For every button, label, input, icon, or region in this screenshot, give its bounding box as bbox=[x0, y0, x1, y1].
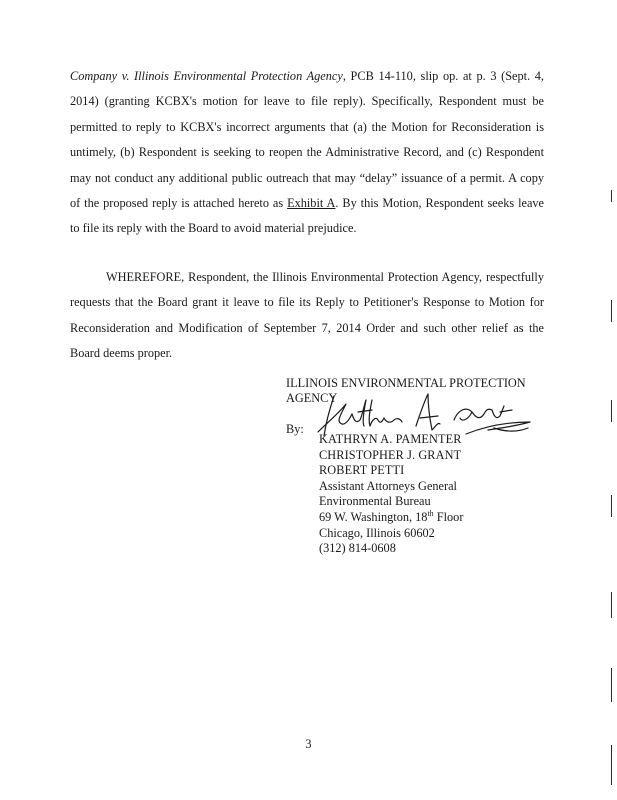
paragraph-argument-text-b: . By this Motion, Respondent seeks leave to file its reply with the Board to avoid material prejudice. bbox=[70, 196, 545, 236]
page-number: 3 bbox=[305, 737, 312, 751]
scan-margin-mark bbox=[611, 745, 612, 785]
scan-margin-mark bbox=[611, 592, 612, 618]
scan-margin-mark bbox=[611, 400, 612, 422]
address-street bbox=[319, 510, 463, 526]
scan-margin-mark bbox=[611, 190, 612, 202]
agency-line-2: AGENCY bbox=[286, 391, 338, 405]
address-floor-text: Floor bbox=[433, 509, 464, 524]
agency-line-1: ILLINOIS ENVIRONMENTAL PROTECTION bbox=[286, 376, 526, 390]
attorney-name-2: CHRISTOPHER J. GRANT bbox=[319, 447, 462, 462]
case-citation: Company v. Illinois Environmental Protection Agency bbox=[70, 69, 343, 83]
exhibit-a-reference: Exhibit A bbox=[287, 196, 336, 211]
paragraph-wherefore bbox=[70, 265, 544, 367]
address-ordinal-suffix: th bbox=[427, 508, 434, 518]
phone-number: (312) 814-0608 bbox=[319, 541, 396, 556]
bureau-name: Environmental Bureau bbox=[319, 494, 431, 509]
paragraph-argument bbox=[70, 64, 544, 242]
paragraph-wherefore-text: WHEREFORE, Respondent, the Illinois Environmental Protection Agency, respectfully requests that the Board grant it leave to file its Reply to Petitioner's Response to Motion for Reconsideration and Modification of September 7, 2014 Order and such other relief as the Board deems proper. bbox=[70, 270, 544, 361]
address-city: Chicago, Illinois 60602 bbox=[319, 525, 435, 540]
attorney-name-3: ROBERT PETTI bbox=[319, 463, 405, 478]
by-label: By: bbox=[286, 422, 304, 436]
attorney-name-1: KATHRYN A. PAMENTER bbox=[319, 432, 462, 446]
paragraph-argument-text-a: , PCB 14-110, slip op. at p. 3 (Sept. 4, 2014) (granting KCBX's motion for leave to file reply). Specifically, Respondent must be permitted to reply to KCBX's incorrect arguments that (a) the Motion for Reconsideration is untimely, (b) Respondent is seeking to reopen the Administrative Record, and (c) Respondent may not conduct any additional public outreach that may “delay” issuance of a permit. A copy of the proposed reply is attached hereto as bbox=[70, 69, 545, 211]
scan-margin-mark bbox=[611, 668, 612, 702]
address-street-text: 69 W. Washington, 18 bbox=[319, 509, 428, 524]
attorney-names bbox=[319, 432, 463, 557]
scan-margin-mark bbox=[611, 495, 612, 517]
attorney-title: Assistant Attorneys General bbox=[319, 478, 457, 493]
scan-margin-mark bbox=[611, 300, 612, 322]
